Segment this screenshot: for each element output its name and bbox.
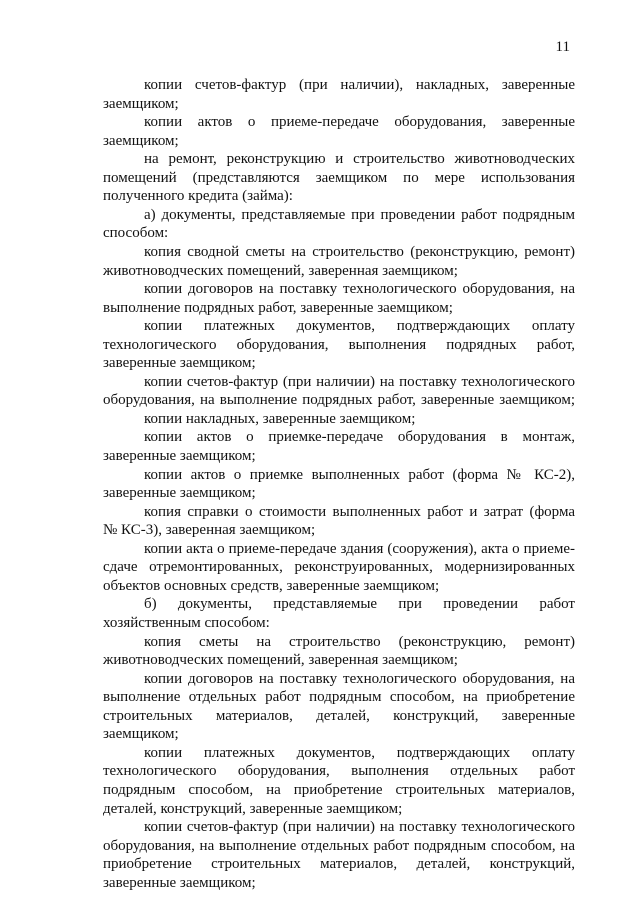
text-line: копии договоров на поставку технологического оборудования, на: [144, 670, 575, 687]
text-line: подрядным способом, на приобретение строительных материалов,: [103, 781, 575, 798]
text-line: оборудования, на выполнение отдельных работ подрядным способом, на: [103, 837, 575, 854]
text-line: копии счетов-фактур (при наличии) на поставку технологического: [144, 373, 575, 390]
text-line: копии платежных документов, подтверждающих оплату: [144, 318, 575, 335]
text-line: технологического оборудования, выполнения подрядных работ,: [103, 336, 575, 353]
text-line: копии акта о приеме-передаче здания (сооружения), акта о приеме-: [144, 540, 575, 557]
text-line: копии счетов-фактур (при наличии), накладных, заверенные: [144, 77, 575, 93]
text-line: копии договоров на поставку технологического оборудования, на: [144, 281, 575, 298]
text-line: копия справки о стоимости выполненных работ и затрат (форма: [144, 503, 575, 520]
text-line: строительных материалов, деталей, конструкций, заверенные: [103, 707, 575, 724]
text-line: приобретение строительных материалов, деталей, конструкций,: [103, 856, 575, 873]
text-line: животноводческих помещений, заверенная заемщиком;: [103, 262, 458, 279]
text-line: заверенные заемщиком;: [103, 485, 256, 502]
text-line: объектов основных средств, заверенные заемщиком;: [103, 577, 440, 594]
text-line: сдаче отремонтированных, реконструированных, модернизированных: [103, 559, 575, 576]
text-line: копии платежных документов, подтверждающих оплату: [144, 744, 575, 761]
text-line: помещений (представляются заемщиком по мере использования: [103, 169, 575, 186]
text-line: б) документы, представляемые при проведении работ: [144, 596, 575, 613]
text-line: заемщиком;: [103, 132, 179, 149]
text-line: копия сметы на строительство (реконструкцию, ремонт): [144, 633, 575, 650]
text-line: копии накладных, заверенные заемщиком;: [144, 410, 416, 427]
text-line: а) документы, представляемые при проведении работ подрядным: [144, 206, 575, 223]
text-line: выполнение подрядных работ, заверенные заемщиком;: [103, 299, 453, 316]
text-line: выполнение отдельных работ подрядным способом, на приобретение: [103, 689, 575, 706]
text-line: копии счетов-фактур (при наличии) на поставку технологического: [144, 819, 575, 835]
page-number: 11: [555, 39, 570, 55]
text-line: заверенные заемщиком;: [103, 874, 256, 891]
text-line: копия сводной сметы на строительство (реконструкцию, ремонт): [144, 244, 575, 260]
text-line: способом:: [103, 225, 169, 242]
text-line: хозяйственным способом:: [103, 615, 270, 631]
text-line: № КС-3), заверенная заемщиком;: [103, 522, 316, 539]
text-line: на ремонт, реконструкцию и строительство животноводческих: [144, 151, 575, 168]
text-line: технологического оборудования, выполнения отдельных работ: [103, 763, 575, 780]
text-line: заверенные заемщиком;: [103, 355, 256, 372]
text-line: заверенные заемщиком;: [103, 448, 256, 464]
text-line: копии актов о приеме-передаче оборудования, заверенные: [144, 114, 575, 131]
text-line: копии актов о приемке выполненных работ (форма № КС-2),: [144, 466, 575, 483]
text-line: заемщиком;: [103, 726, 179, 743]
text-line: деталей, конструкций, заверенные заемщиком;: [103, 800, 403, 817]
text-line: заемщиком;: [103, 95, 179, 112]
text-line: животноводческих помещений, заверенная заемщиком;: [103, 652, 458, 669]
text-line: копии актов о приемке-передаче оборудования в монтаж,: [144, 429, 575, 446]
text-line: оборудования, на выполнение подрядных работ, заверенные заемщиком;: [103, 392, 575, 409]
text-line: полученного кредита (займа):: [103, 188, 293, 205]
